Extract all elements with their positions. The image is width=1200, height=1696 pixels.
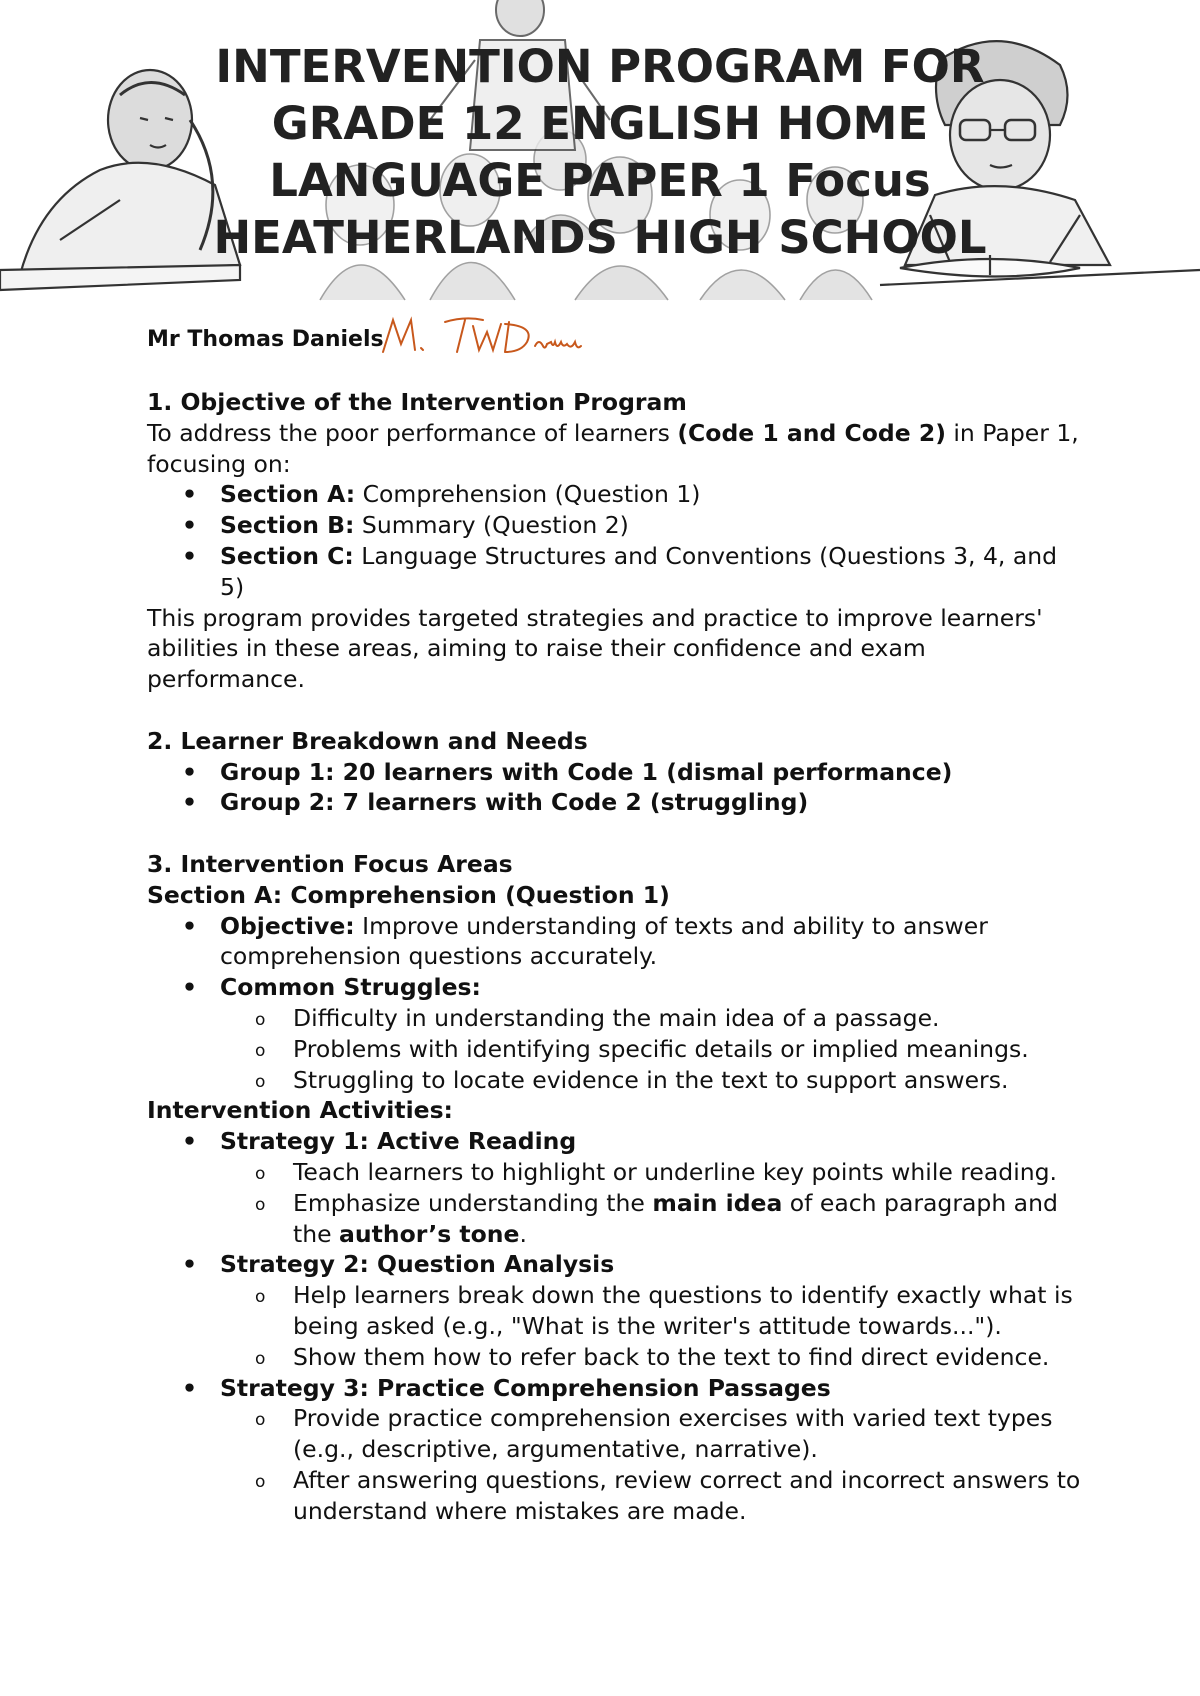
section-list (147, 757, 1087, 819)
intro-bold-text: (Code 1 and Code 2) (677, 418, 946, 447)
title-line: LANGUAGE PAPER 1 Focus (269, 154, 931, 207)
item-text: Emphasize understanding the (293, 1188, 653, 1217)
intro-text: in Paper 1, focusing on: (147, 418, 1079, 478)
sub-list-item: o Problems with identifying specific details or implied meanings. (220, 1034, 1087, 1065)
strategy-title: Strategy 1: Active Reading (220, 1127, 577, 1156)
sub-list-item: o Teach learners to highlight or underline key points while reading. (220, 1157, 1087, 1188)
item-label: Section A: (220, 480, 356, 509)
sub-list-item: o Help learners break down the questions to identify exactly what is being asked (e.g., "What is the writer's attitude towards..."). (220, 1280, 1087, 1342)
strategy-item (147, 1373, 1087, 1527)
sub-list-item: o After answering questions, review correct and incorrect answers to understand where mistakes are made. (220, 1465, 1087, 1527)
document-title (0, 38, 1200, 266)
item-bold-text: author’s tone (339, 1219, 520, 1248)
item-text: Improve understanding of texts and ability to answer comprehension questions accurately. (220, 911, 988, 971)
sub-list-item: o Provide practice comprehension exercises with varied text types (e.g., descriptive, argumentative, narrative). (220, 1403, 1087, 1465)
list-item: • Group 2: 7 learners with Code 2 (struggling) (147, 787, 1087, 818)
list-item (147, 510, 1087, 541)
author-name: Mr Thomas Daniels (147, 327, 384, 352)
item-label: Common Struggles: (220, 973, 481, 1002)
item-text: Language Structures and Conventions (Questions 3, 4, and 5) (220, 541, 1058, 601)
item-bold-text: main idea (652, 1188, 783, 1217)
subsection-heading: Section A: Comprehension (Question 1) (147, 880, 670, 909)
item-text: of each paragraph and the (293, 1188, 1058, 1248)
item-text: Summary (Question 2) (354, 511, 629, 540)
title-line: INTERVENTION PROGRAM FOR (215, 40, 985, 93)
sub-list (220, 1280, 1087, 1372)
section-heading: 1. Objective of the Intervention Program (147, 388, 687, 416)
subsection-heading: Intervention Activities: (147, 1096, 453, 1125)
list-item (147, 479, 1087, 510)
title-line: GRADE 12 ENGLISH HOME (271, 97, 929, 150)
sub-list (220, 1403, 1087, 1526)
sub-list-item: o Struggling to locate evidence in the text to support answers. (220, 1065, 1087, 1096)
section-heading: 2. Learner Breakdown and Needs (147, 726, 588, 755)
item-label: Section B: (220, 511, 355, 540)
section-list (147, 911, 1087, 1096)
sub-list-item: o Show them how to refer back to the text to find direct evidence. (220, 1342, 1087, 1373)
sub-list (220, 1157, 1087, 1249)
sub-list (220, 1003, 1087, 1095)
section-intro (147, 418, 1087, 480)
author-row (147, 318, 384, 364)
item-text: . (519, 1219, 527, 1248)
section-heading: 3. Intervention Focus Areas (147, 849, 513, 878)
item-text: Comprehension (Question 1) (355, 480, 701, 509)
header-banner (0, 0, 1200, 305)
list-item (147, 541, 1087, 603)
item-label: Objective: (220, 911, 355, 940)
title-line: HEATHERLANDS HIGH SCHOOL (213, 211, 987, 264)
section-list (147, 479, 1087, 602)
item-label: Section C: (220, 541, 354, 570)
strategy-list (147, 1126, 1087, 1526)
strategy-title: Strategy 3: Practice Comprehension Passages (220, 1373, 831, 1402)
strategy-title: Strategy 2: Question Analysis (220, 1250, 615, 1279)
sub-list-item: o Difficulty in understanding the main idea of a passage. (220, 1003, 1087, 1034)
strategy-item (147, 1126, 1087, 1249)
intro-text: To address the poor performance of learners (147, 418, 678, 447)
handwritten-signature (375, 312, 585, 362)
section-paragraph: This program provides targeted strategies and practice to improve learners' abilities in these areas, aiming to raise their confidence and exam performance. (147, 603, 1043, 694)
sub-list-item (220, 1188, 1087, 1250)
list-item (147, 911, 1087, 973)
list-item: • Group 1: 20 learners with Code 1 (dismal performance) (147, 757, 1087, 788)
strategy-item (147, 1249, 1087, 1372)
list-item (147, 972, 1087, 1095)
document-body (147, 387, 1087, 1526)
